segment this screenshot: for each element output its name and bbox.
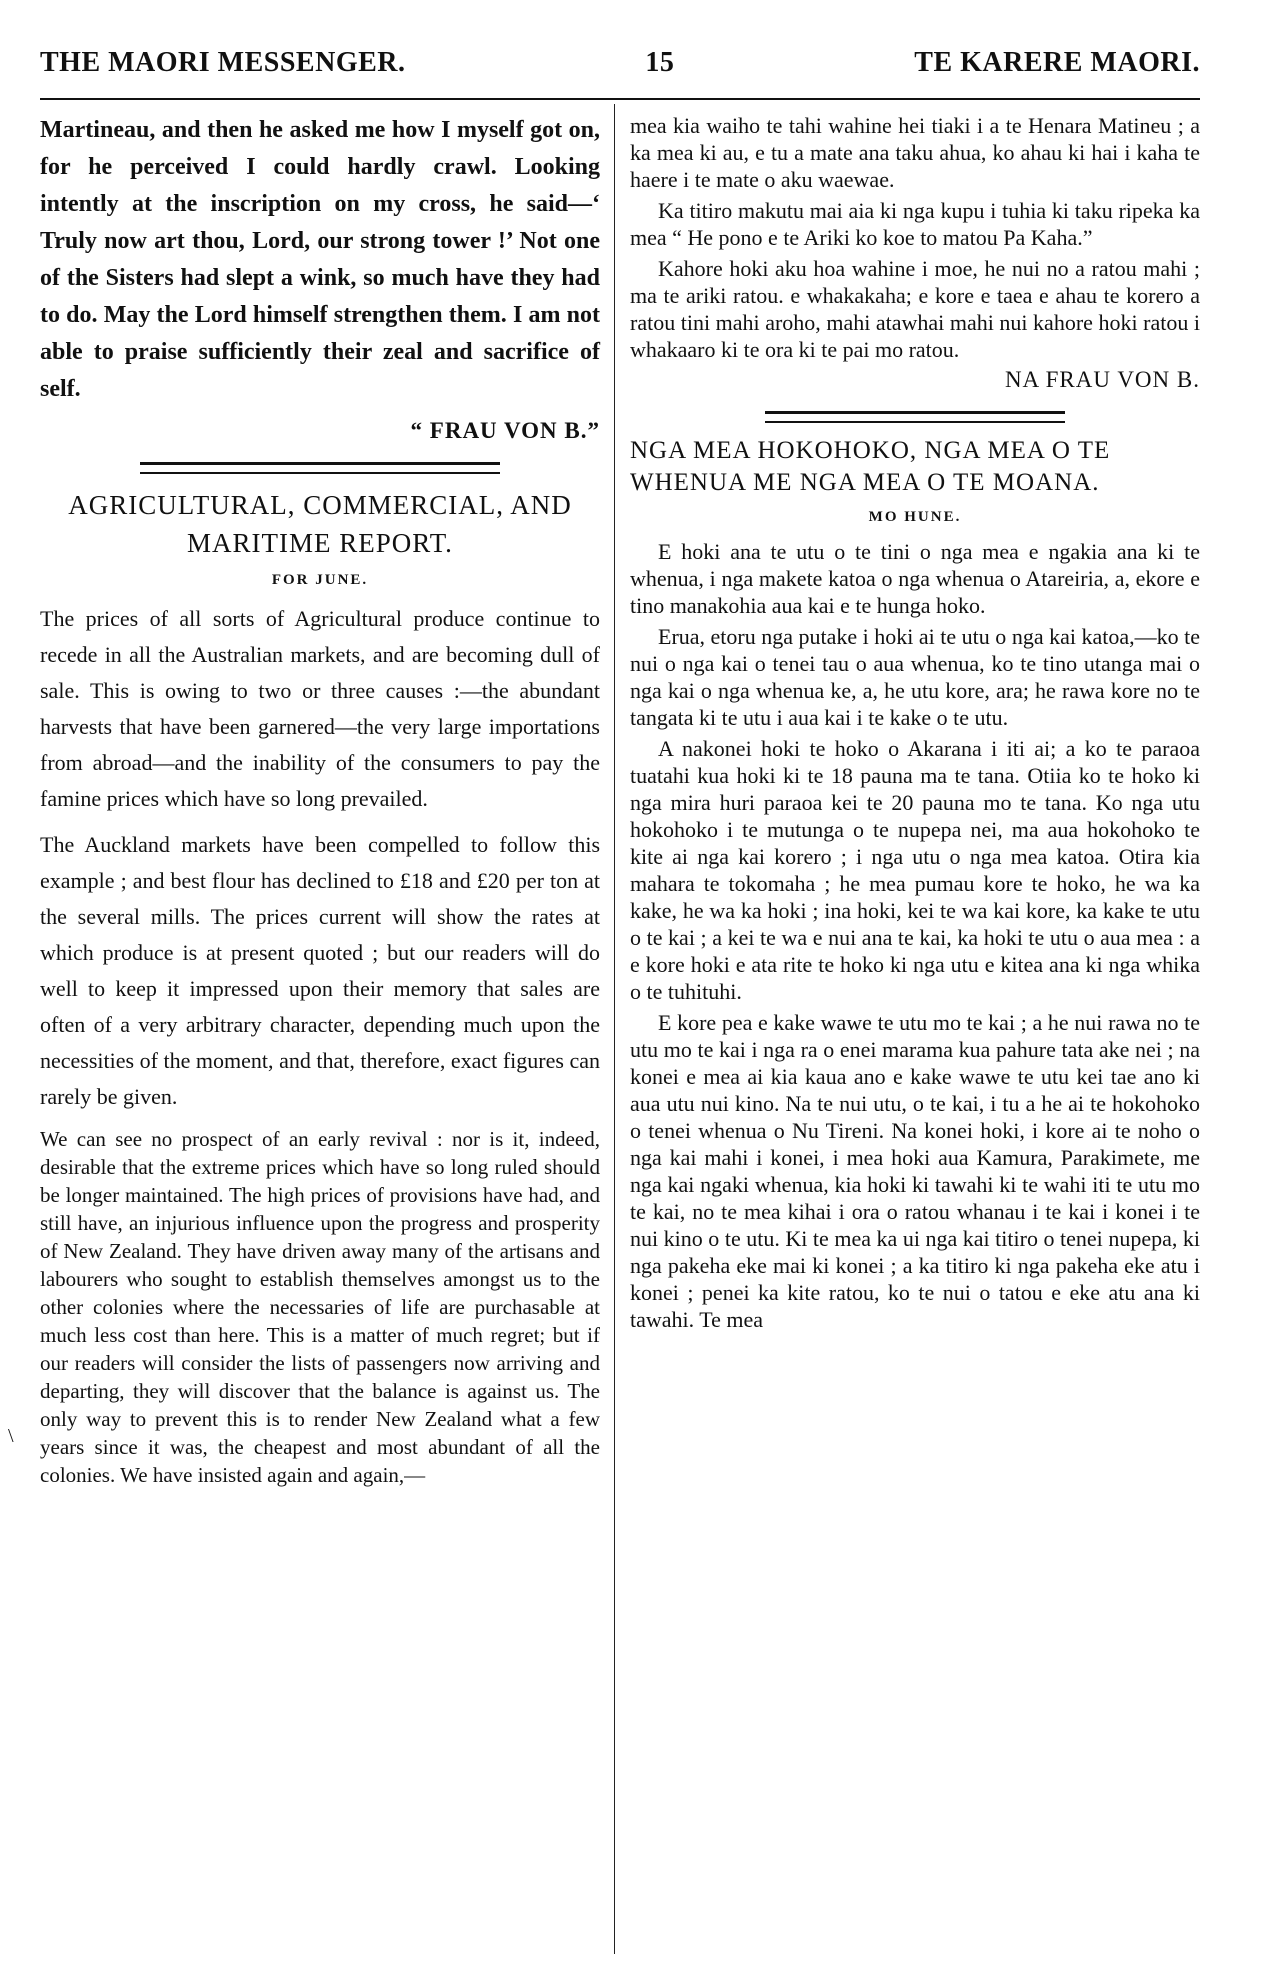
report-heading-english: AGRICULTURAL, COMMERCIAL, AND MARITIME REPORT.	[68, 490, 572, 558]
report-paragraph-maori-2: Erua, etoru nga putake i hoki ai te utu o nga kai katoa,—ko te nui o nga kai o tenei tau o aua whenua, ko te tino utanga mai o nga kai o nga whenua ke, a, he utu kore, ara; he rawa kore no te tangata ki te utu i aua kai i te kake o te utu.	[630, 624, 1200, 730]
report-paragraph-2: The Auckland markets have been compelled to follow this example ; and best flour has declined to £18 and £20 per ton at the several mills. The prices current will show the rates at which produce is at present quoted ; but our readers will do well to keep it impressed upon their memory that sales are often of a very arbitrary character, depending much upon the necessities of the moment, and that, therefore, exact figures can rarely be given.	[40, 832, 600, 1109]
page-number: 15	[645, 47, 675, 78]
margin-mark: \	[8, 1425, 14, 1447]
report-paragraph-maori-3: A nakonei hoki te hoko o Akarana i iti ai; a ko te paraoa tuatahi kua hoki ki te 18 pauna ma te tana. Otiia ko te hoko ki nga mira huri paraoa kei te 20 pauna mo te tana. Ko nga utu hokohoko i te mutunga o te nupepa nei, ma aua hokohoko te kite ai nga kai korero ; i nga utu o nga mea katoa. Otira kia mahara te tokomaha ; he mea pumau kore te hoko, he wa ka kake, he wa ka hoki ; ina hoki, kei te wa kai kore, ka kake te utu o te kai ; a kei te wa e nui ana te kai, ka hoki te utu o aua mea : a e kore hoki e ata rite te hoko ki nga utu e kitea ana ki nga whika o te tuhituhi.	[630, 736, 1200, 1004]
letter-signature-english: “ FRAU VON B.”	[410, 418, 600, 443]
header-title-maori: TE KARERE MAORI.	[914, 47, 1200, 78]
letter-conclusion-english: Martineau, and then he asked me how I myself got on, for he perceived I could hardly crawl. Looking intently at the inscription on my cross, he said—‘ Truly now art thou, Lord, our strong tower !’ Not one of the Sisters had slept a wink, so much have they had to do. May the Lord himself strengthen them. I am not able to praise sufficiently their zeal and sacrifice of self.	[40, 117, 600, 402]
report-subheading-maori: MO HUNE.	[868, 509, 962, 525]
report-heading-maori: NGA MEA HOKOHOKO, NGA MEA O TE WHENUA ME NGA MEA O TE MOANA.	[630, 437, 1111, 496]
report-paragraph-1: The prices of all sorts of Agricultural produce continue to recede in all the Australian markets, and are becoming dull of sale. This is owing to two or three causes :—the abundant harvests that have been garnered—the very large importations from abroad—and the inability of the consumers to pay the famine prices which have so long prevailed.	[40, 606, 600, 811]
letter-signature-maori: NA FRAU VON B.	[1004, 367, 1200, 392]
page-header	[40, 38, 1200, 88]
report-paragraph-maori-4: E kore pea e kake wawe te utu mo te kai ; a he nui rawa no te utu mo te kai i nga ra o enei marama kua pahure tata ake nei ; na konei e mea ai kia kaua ano e kake wawe te utu kei tae ano ki aua utu nui kino. Na te nui utu, o te kai, i tu a he ai te hokohoko o tenei whenua o Nu Tireni. Na konei hoki, i kore ai te noho o nga kai mahi i konei, i mea hoki aua Kamura, Parakimete, me nga kai ngaki whenua, kia hoki ki tawahi ki te wahi iti te utu mo te kai, no te mea kihai i ora o ratou whanau i te kai i konei i te nui kino o te utu. Ki te mea ka ui nga kai titiro o tenei nupepa, ki nga pakeha eke mai ki konei ; a ka titiro ki nga pakeha eke atu i konei ; penei ka kite ratou, ko te nui o tatou e eke atu ana ki tawahi. Te mea	[630, 1010, 1200, 1332]
report-paragraph-maori-1: E hoki ana te utu o te tini o nga mea e ngakia ana ki te whenua, i nga makete katoa o nga whenua o Atareiria, a, ekore e tino manakohia aua kai e te hunga hoko.	[630, 539, 1200, 618]
english-column	[40, 112, 600, 1499]
letter-paragraph-maori-3: Kahore hoki aku hoa wahine i moe, he nui no a ratou mahi ; ma te ariki ratou. e whakakaha; e kore e taea e ahau te korero a ratou tini mahi aroho, mahi atawhai mahi nui kahore hoki ratou i whakaaro ki te ora ki te pai mo ratou.	[630, 256, 1200, 362]
report-subheading-english: FOR JUNE.	[271, 572, 369, 588]
header-rule	[40, 98, 1200, 100]
column-divider	[614, 104, 615, 1954]
section-separator-maori	[765, 411, 1065, 423]
header-title-english: THE MAORI MESSENGER.	[40, 47, 406, 78]
letter-paragraph-maori-1: mea kia waiho te tahi wahine hei tiaki i a te Henara Matineu ; a ka mea ki au, e tu a mate ana taku ahua, ko ahau ki hai i kaha te haere i te mate o aku waewae.	[630, 113, 1200, 192]
letter-paragraph-maori-2: Ka titiro makutu mai aia ki nga kupu i tuhia ki taku ripeka ka mea “ He pono e te Ariki ko koe to matou Pa Kaha.”	[630, 198, 1200, 250]
section-separator	[140, 462, 500, 474]
report-paragraph-3: We can see no prospect of an early revival : nor is it, indeed, desirable that the extreme prices which have so long ruled should be longer maintained. The high prices of provisions have had, and still have, an injurious influence upon the progress and prosperity of New Zealand. They have driven away many of the artisans and labourers who sought to establish themselves amongst us to the other colonies where the necessaries of life are purchasable at much less cost than here. This is a matter of much regret; but if our readers will consider the lists of passengers now arriving and departing, they will discover that the balance is against us. The only way to prevent this is to render New Zealand what a few years since it was, the cheapest and most abundant of all the colonies. We have insisted again and again,—	[40, 1127, 600, 1487]
maori-column	[630, 112, 1200, 1337]
